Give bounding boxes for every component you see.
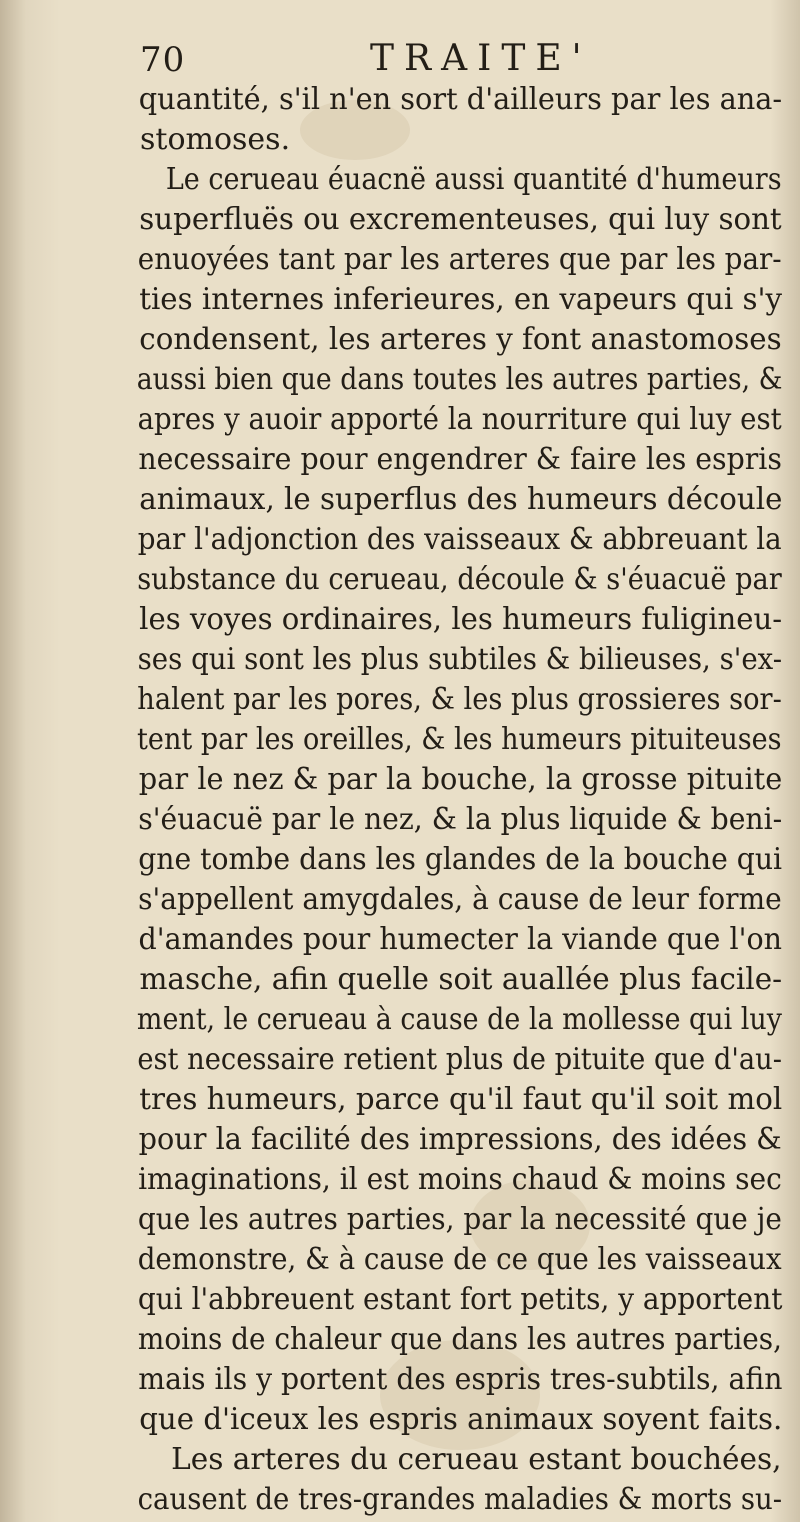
text-line: par le nez & par la bouche, la grosse pituite <box>138 762 783 797</box>
text-line: tres humeurs, parce qu'il faut qu'il soit mol <box>139 1082 783 1117</box>
text-line: par l'adjonction des vaisseaux & abbreuant la <box>137 522 782 557</box>
text-line: moins de chaleur que dans les autres parties, <box>137 1322 782 1357</box>
text-line: mais ils y portent des espris tres-subtils, afin <box>138 1362 783 1397</box>
body-text <box>110 80 782 1520</box>
text-line: causent de tres-grandes maladies & morts su- <box>137 1482 783 1517</box>
running-head: TRAITE' <box>370 38 592 79</box>
text-line: que les autres parties, par la necessité que je <box>137 1202 782 1237</box>
text-line: masche, afin quelle soit auallée plus facile- <box>139 962 783 997</box>
text-line: gne tombe dans les glandes de la bouche qui <box>138 842 783 877</box>
text-line: aussi bien que dans toutes les autres parties, & <box>136 362 783 397</box>
text-line: halent par les pores, & les plus grossieres sor- <box>137 682 782 717</box>
text-line: superfluës ou excrementeuses, qui luy sont <box>139 202 782 237</box>
page-number: 70 <box>140 40 186 80</box>
text-line: d'amandes pour humecter la viande que l'on <box>138 922 782 957</box>
text-line: imaginations, il est moins chaud & moins sec <box>138 1162 782 1197</box>
text-line: s'appellent amygdales, à cause de leur forme <box>138 882 782 917</box>
text-line: ties internes inferieures, en vapeurs qui s'y <box>139 282 782 317</box>
text-line: est necessaire retient plus de pituite que d'au- <box>137 1042 782 1077</box>
text-line: apres y auoir apporté la nourriture qui luy est <box>137 402 782 437</box>
text-line: substance du cerueau, découle & s'éuacuë par <box>137 562 782 597</box>
text-line: enuoyées tant par les arteres que par les par- <box>137 242 782 277</box>
text-line: Les arteres du cerueau estant bouchées, <box>171 1442 782 1477</box>
text-line: les voyes ordinaires, les humeurs fuligineu- <box>139 602 783 637</box>
text-line: qui l'abbreuent estant fort petits, y apportent <box>137 1282 783 1317</box>
text-line: quantité, s'il n'en sort d'ailleurs par les ana- <box>138 82 783 117</box>
text-line: ses qui sont les plus subtiles & bilieuses, s'ex- <box>137 642 783 677</box>
text-line: tent par les oreilles, & les humeurs pituiteuses <box>137 722 782 757</box>
text-line: ment, le cerueau à cause de la mollesse qui luy <box>136 1002 782 1037</box>
text-line: que d'iceux les espris animaux soyent faits. <box>139 1402 783 1437</box>
text-line: pour la facilité des impressions, des idées & <box>138 1122 782 1157</box>
text-line: s'éuacuë par le nez, & la plus liquide & beni- <box>138 802 783 837</box>
text-line: stomoses. <box>140 122 291 157</box>
text-line: animaux, le superflus des humeurs découle <box>139 482 783 517</box>
text-line: condensent, les arteres y font anastomoses <box>139 322 782 357</box>
text-line: demonstre, & à cause de ce que les vaisseaux <box>137 1242 782 1277</box>
text-line: necessaire pour engendrer & faire les espris <box>138 442 782 477</box>
text-line: Le cerueau éuacnë aussi quantité d'humeurs <box>165 162 782 197</box>
